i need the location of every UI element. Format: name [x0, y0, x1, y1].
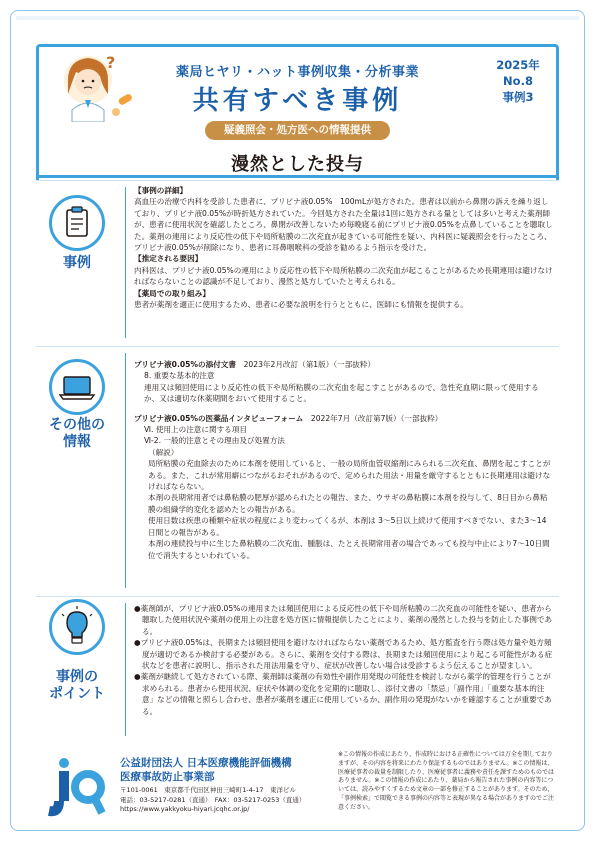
ref1-heading: 8. 重要な基本的注意 [144, 371, 215, 381]
points-section [36, 596, 559, 742]
issue-number: No.8 [503, 74, 533, 88]
jq-logo [44, 753, 106, 817]
page-title: 共有すべき事例 [192, 86, 403, 116]
ref2-heading-3: （解説） [148, 447, 179, 457]
category-badge: 疑義照会・処方医への情報提供 [205, 121, 390, 140]
footer [36, 745, 559, 825]
ref2-title: プリビナ液0.05%の医薬品インタビューフォーム [134, 413, 304, 423]
case-icon-circle [49, 195, 105, 251]
ref2-heading-2: Ⅵ-2. 一般的注意とその理由及び処置方法 [144, 436, 285, 446]
case-section [36, 180, 559, 344]
issue-info [478, 57, 558, 105]
org-url[interactable]: https://www.yakkyoku-hiyari.jcqhc.or.jp/ [120, 805, 250, 813]
ref1-text: 連用又は頻回使用により反応性の低下や局所粘膜の二次充血を起こすことがあるので、急性充血期に限って使用するか、又は適切な休薬期間をおいて使用すること。 [144, 382, 539, 404]
points-vline [125, 603, 126, 736]
point-item: ●薬剤師が、プリビナ液0.05%の連用または頻回使用による反応性の低下や局所粘膜の二次充血の可能性を疑い、患者から聴取した使用状況や薬剤の使用上の注意を処方医に情報提供したことにより、薬剤の漫然とした投与を防止した事例である。 [134, 604, 553, 636]
laptop-icon [52, 362, 102, 412]
case-side [36, 181, 118, 344]
org-address: 〒101-0061 東京都千代田区神田三崎町1-4-17 東洋ビル [120, 786, 297, 794]
ref2-para-2: 本剤の長期常用者では鼻粘膜の肥厚が認められたとの報告、また、ウサギの鼻粘膜に本剤を投与して、8日目から鼻粘膜の組織学的変化を認めたとの報告がある。 [148, 493, 548, 514]
svg-text:?: ? [106, 53, 116, 72]
points-side [36, 597, 118, 742]
org-department: 医療事故防止事業部 [120, 771, 215, 783]
org-name: 公益財団法人 日本医療機能評価機構 [120, 757, 292, 769]
ref2-meta: 2022年7月（改訂第7版）（一部抜粋） [310, 413, 443, 423]
case-title: 漫然とした投与 [231, 154, 364, 175]
org-phone: 電話：03-5217-0281（直通） FAX：03-5217-0253（直通） [120, 795, 306, 804]
points-label-1: 事例の [56, 669, 98, 685]
info-section [36, 346, 559, 594]
points-icon-circle [49, 599, 105, 655]
info-content [134, 359, 553, 561]
info-side [36, 347, 118, 594]
points-content [134, 603, 553, 717]
disclaimer: ※この情報の作成にあたり、作成時における正確性については万全を期しておりますが、その内容を将来にわたり保証するものではありません。※この情報は、医療従事者の裁量を制限したり、医療従事者に義務や責任を課すためのものではありません。※この情報の作成にあたり、薬局から報告された事例の内容等については、読みやすくするため文章の一部を修正することがあります。そのため、「事例検索」で閲覧できる事例の内容等と表現が異なる場合がありますのでご注意ください。 [338, 751, 555, 811]
case-vline [125, 187, 126, 338]
ref1-meta: 2023年2月改訂（第1版）（一部抜粋） [243, 360, 376, 369]
issue-case: 事例3 [502, 90, 534, 104]
action-heading: 【薬局での取り組み】 [134, 288, 210, 298]
project-subtitle: 薬局ヒヤリ・ハット事例収集・分析事業 [175, 65, 419, 80]
clipboard-icon [52, 198, 102, 248]
top-band [16, 16, 579, 20]
ref2-para-3: 使用日数は疾患の種類や症状の程度により変わってくるが、本剤は 3～5日以上続けて使用すべきでない、また3～14日間との報告がある。 [148, 516, 547, 537]
ref2-heading-1: Ⅵ. 使用上の注意に関する項目 [144, 425, 247, 435]
details-heading: 【事例の詳細】 [134, 186, 188, 195]
info-label-2: 情報 [63, 434, 91, 450]
lightbulb-icon [52, 602, 102, 652]
info-vline [125, 353, 126, 588]
ref2-para-1: 局所粘膜の充血除去のために本剤を使用していると、一般の局所血管収縮剤にみられる二次充血、鼻閉を起こすことがある。また、これが常用癖につながるおそれがあるので、定められた用法・用量を厳守するとともに長期連用は避けなければならない。 [148, 459, 551, 492]
cause-heading: 【推定される要因】 [134, 254, 203, 264]
info-icon-circle [49, 359, 105, 415]
case-content [134, 185, 553, 310]
cause-text: 内科医は、プリビナ液0.05%の連用により反応性の低下や局所粘膜の二次充血が起こることがあるため長期連用は避けなければならないことの認識が不足しており、漫然と処方していたと考えられる。 [134, 265, 553, 287]
ref2-para-4: 本剤の連続投与中に生じた鼻粘膜の二次充血、腫脹は、たとえ長期常用者の場合であっても投与中止により7～10日間位で消失するといわれている。 [148, 539, 550, 560]
points-label-2: ポイント [49, 686, 105, 702]
title-divider [36, 175, 559, 178]
action-text: 患者が薬剤を適正に使用するため、患者に必要な説明を行うとともに、医師にも情報を提供する。 [134, 300, 468, 310]
issue-year: 2025年 [496, 58, 540, 72]
details-text: 高血圧の治療で内科を受診した患者に、プリビナ液0.05% 100mLが処方された。患者は以前から鼻閉の訴えを繰り返しており、プリビナ液0.05%が時折処方されていた。今回処方された全量は1回に処方される量としては多いと考えた薬剤師が、患者に使用状況を確認したところ、鼻閉が改善しないため毎晩寝る前にプリビナ液0.05%を点鼻していることを聴取した。薬剤の連用により反応性の低下や局所粘膜の二次充血が起きている可能性を疑い、内科医に疑義照会を行ったところ、プリビナ液0.05%が削除になり、患者に耳鼻咽喉科の受診を勧めるよう指示を受けた。 [134, 197, 553, 253]
ref1-title: プリビナ液0.05%の添付文書 [134, 360, 236, 369]
case-label: 事例 [63, 255, 91, 271]
point-item: ●薬剤が継続して処方されている際、薬剤師は薬剤の有効性や副作用発現の可能性を検討しながら薬学的管理を行うことが求められる。患者から使用状況、症状や体調の変化を定期的に聴取し、添付文書の「禁忌」「副作用」「重要な基本的注意」などの情報と照らし合わせ、患者が薬剤を適正に使用しているか、副作用の発現がないかを確認することが重要である。 [134, 672, 552, 716]
point-item: ●プリビナ液0.05%は、長期または頻回使用を避けなければならない薬剤であるため、処方監査を行う際は処方量や処方頻度が適切であるか検討する必要がある。さらに、薬剤を交付する際は、長期または頻回使用により起こる可能性がある症状などを患者に説明し、指示された用法用量を守り、症状が改善しない場合は受診するよう伝えることが望ましい。 [134, 638, 553, 671]
info-label-1: その他の [49, 417, 105, 433]
